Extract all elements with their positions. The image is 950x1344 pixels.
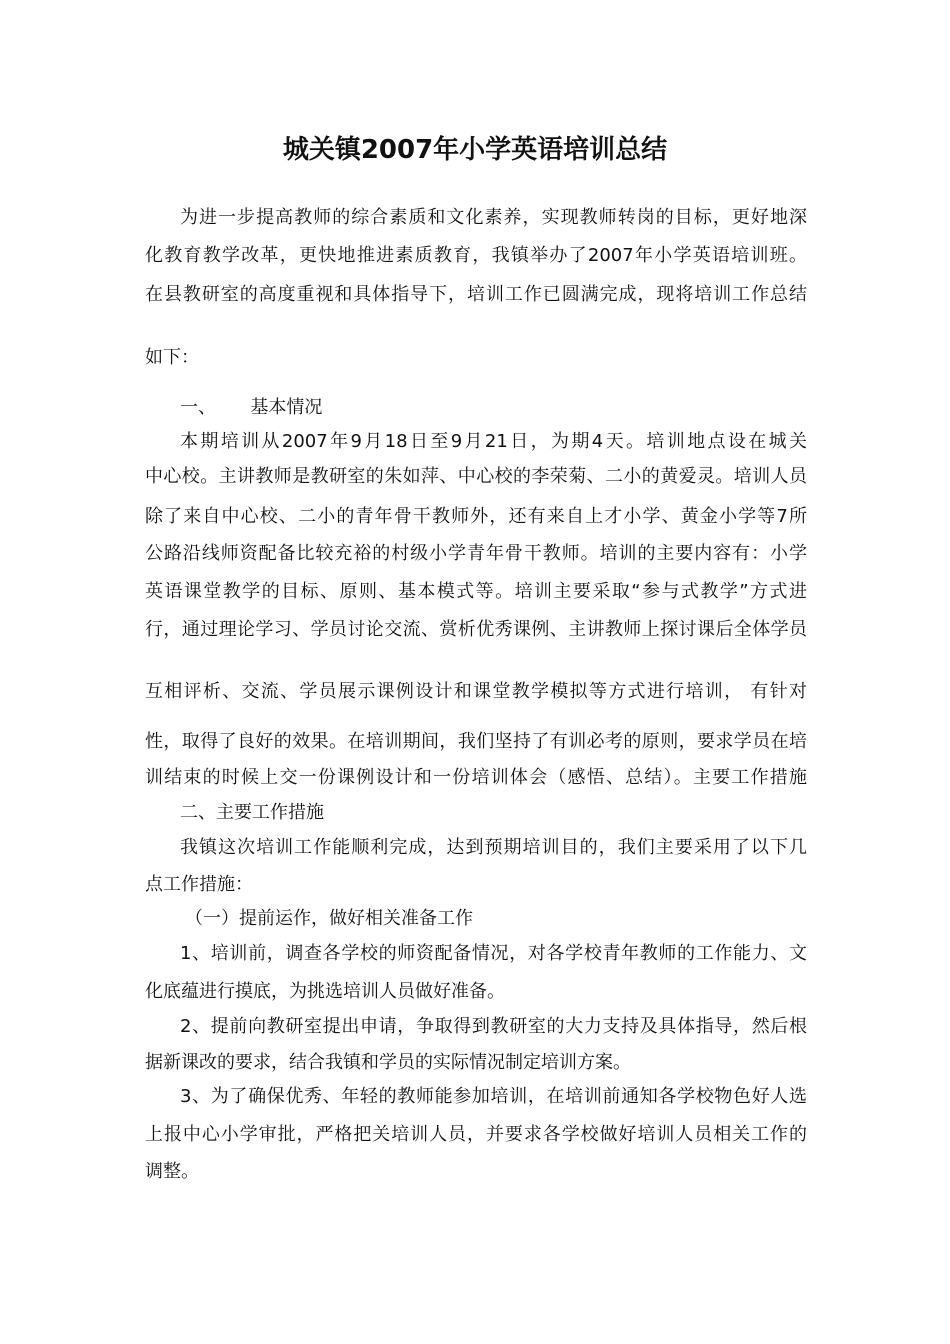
paragraph-line: 如下：: [145, 347, 199, 368]
paragraph-line: 公路沿线师资配备比较充裕的村级小学青年骨干教师。培训的主要内容有：小学: [145, 543, 807, 564]
paragraph-line: 性，取得了良好的效果。在培训期间，我们坚持了有训必考的原则，要求学员在培: [145, 731, 807, 752]
paragraph-line: 据新课改的要求，结合我镇和学员的实际情况制定培训方案。: [145, 1052, 631, 1073]
subsection-heading: （一）提前运作，做好相关准备工作: [185, 908, 473, 929]
paragraph-line: 本期培训从2007年9月18日至9月21日，为期4天。培训地点设在城关: [180, 431, 807, 452]
paragraph-line: 在县教研室的高度重视和具体指导下，培训工作已圆满完成，现将培训工作总结: [145, 284, 807, 305]
document-title: 城关镇2007年小学英语培训总结: [282, 135, 668, 165]
paragraph-line: 为进一步提高教师的综合素质和文化素养，实现教师转岗的目标，更好地深: [180, 207, 807, 228]
paragraph-line: 2、提前向教研室提出申请，争取得到教研室的大力支持及具体指导，然后根: [180, 1016, 807, 1037]
section-heading: 二、主要工作措施: [180, 802, 324, 823]
paragraph-line: 除了来自中心校、二小的青年骨干教师外，还有来自上才小学、黄金小学等7所: [145, 506, 807, 527]
paragraph-line: 训结束的时候上交一份课例设计和一份培训体会（感悟、总结）。主要工作措施: [145, 767, 807, 788]
paragraph-line: 中心校。主讲教师是教研室的朱如萍、中心校的李荣菊、二小的黄爱灵。培训人员: [145, 466, 807, 487]
section-heading: 一、 基本情况: [180, 397, 323, 418]
paragraph-line: 行，通过理论学习、学员讨论交流、赏析优秀课例、主讲教师上探讨课后全体学员: [145, 619, 807, 640]
paragraph-line: 互相评析、交流、学员展示课例设计和课堂教学模拟等方式进行培训， 有针对: [145, 681, 807, 702]
paragraph-line: 1、培训前，调查各学校的师资配备情况，对各学校青年教师的工作能力、文: [180, 943, 807, 964]
paragraph-line: 上报中心小学审批，严格把关培训人员，并要求各学校做好培训人员相关工作的: [145, 1124, 807, 1145]
paragraph-line: 我镇这次培训工作能顺利完成，达到预期培训目的，我们主要采用了以下几: [180, 837, 807, 858]
paragraph-line: 调整。: [145, 1161, 199, 1182]
paragraph-line: 化教育教学改革，更快地推进素质教育，我镇举办了2007年小学英语培训班。: [145, 245, 807, 266]
paragraph-line: 3、为了确保优秀、年轻的教师能参加培训，在培训前通知各学校物色好人选: [180, 1086, 807, 1107]
paragraph-line: 化底蕴进行摸底，为挑选培训人员做好准备。: [145, 981, 505, 1002]
paragraph-line: 点工作措施：: [145, 874, 253, 895]
paragraph-line: 英语课堂教学的目标、原则、基本模式等。培训主要采取“参与式教学”方式进: [145, 581, 807, 602]
